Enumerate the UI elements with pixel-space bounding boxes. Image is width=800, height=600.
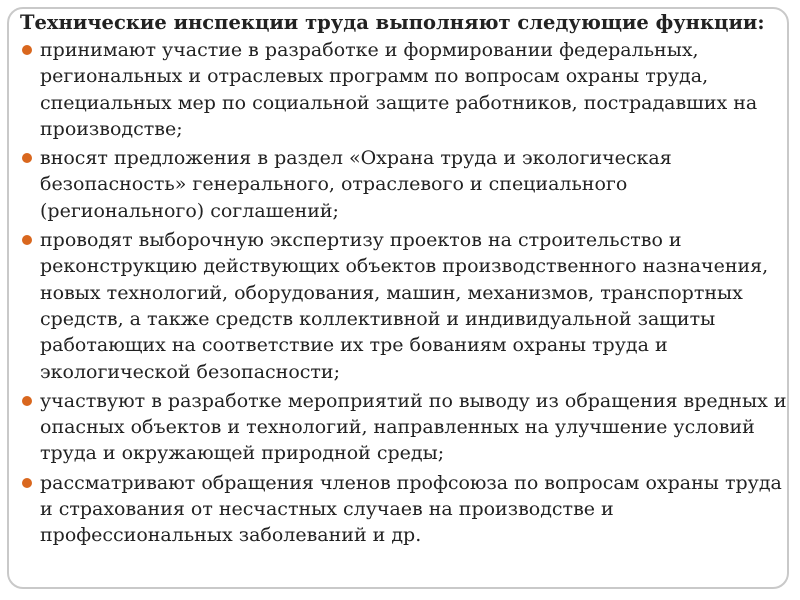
list-item: [22, 145, 787, 224]
list-item-text: участвуют в разработке мероприятий по выводу из обращения вредных и опасных объектов и технологий, направленных на улучшение условий труда и окружающей природной среды;: [40, 389, 787, 465]
bullet-list: [22, 37, 787, 549]
list-item: [22, 470, 787, 549]
bullet-dot-icon: [22, 153, 32, 163]
list-item: [22, 37, 787, 142]
bullet-dot-icon: [22, 235, 32, 245]
bullet-dot-icon: [22, 396, 32, 406]
list-item-text: рассматривают обращения членов профсоюза по вопросам охраны труда и страхования от несчастных случаев на производстве и профессиональных заболеваний и др.: [40, 471, 782, 547]
bullet-dot-icon: [22, 478, 32, 488]
list-item-text: принимают участие в разработке и формировании федеральных, региональных и отраслевых программ по вопросам охраны труда, специальных мер по социальной защите работников, пострадавших на производстве;: [40, 39, 758, 140]
list-item-text: вносят предложения в раздел «Охрана труда и экологическая безопасность» генерального, отраслевого и специального (регионального) соглашений;: [40, 147, 672, 222]
slide-content: [22, 9, 787, 552]
list-item: [22, 388, 787, 467]
list-item: [22, 227, 787, 385]
bullet-dot-icon: [22, 45, 32, 55]
list-item-text: проводят выборочную экспертизу проектов на строительство и реконструкцию действующих объектов производственного назначения, новых технологий, оборудования, машин, механизмов, транспортных средств, а также средств коллективной и индивидуальной защиты работающих на соответствие их тре бованиям охраны труда и экологической безопасности;: [40, 229, 769, 383]
slide-heading: Технические инспекции труда выполняют следующие функции:: [20, 11, 765, 34]
